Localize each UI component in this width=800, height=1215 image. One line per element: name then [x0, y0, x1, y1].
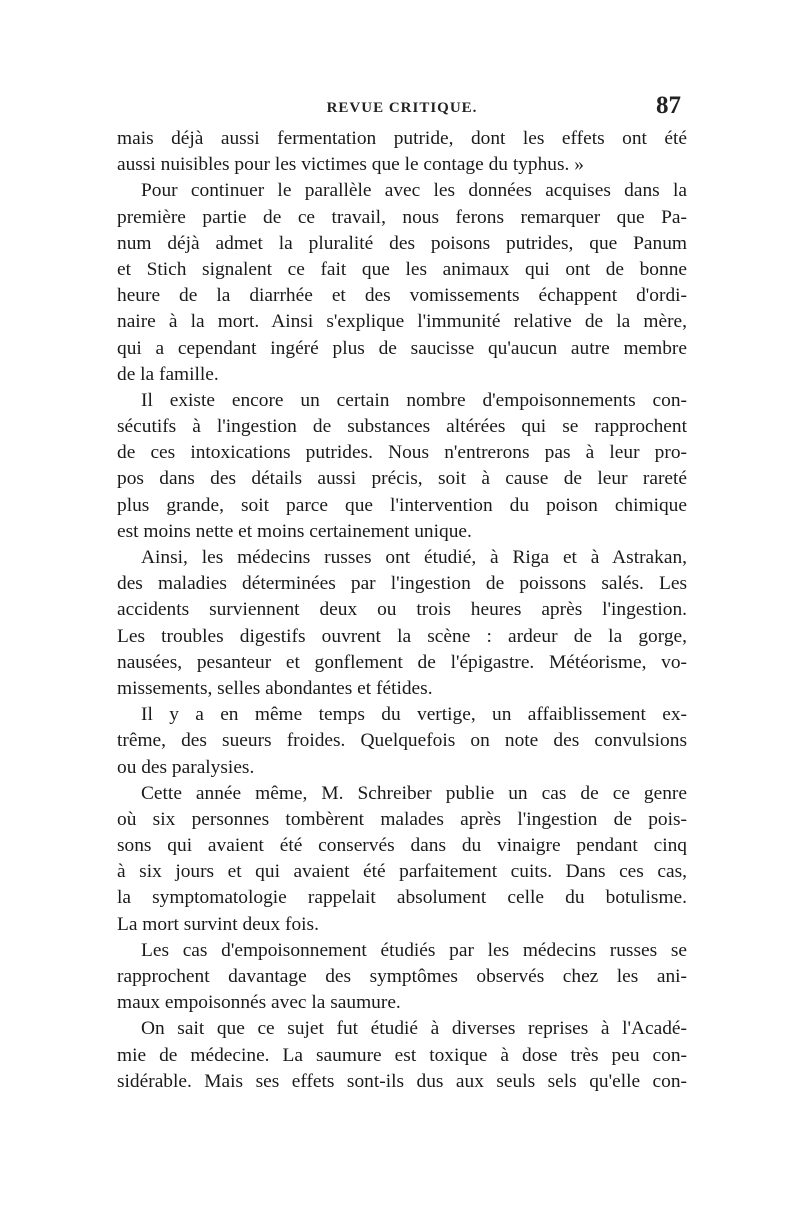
- text-line: est moins nette et moins certainement unique.: [117, 520, 472, 542]
- text-line: des maladies déterminées par l'ingestion de poissons salés. Les: [117, 573, 687, 595]
- text-line: accidents surviennent deux ou trois heures après l'ingestion.: [117, 599, 687, 621]
- text-line: rapprochent davantage des symptômes observés chez les ani-: [117, 966, 687, 987]
- text-line: Il y a en même temps du vertige, un affaiblissement ex-: [141, 704, 687, 726]
- text-line: heure de la diarrhée et des vomissements échappent d'ordi-: [117, 285, 687, 307]
- text-line: Il existe encore un certain nombre d'empoisonnements con-: [141, 389, 687, 411]
- text-line: à six jours et qui avaient été parfaitement cuits. Dans ces cas,: [117, 861, 687, 883]
- text-line: ou des paralysies.: [117, 756, 255, 778]
- text-line: mais déjà aussi fermentation putride, dont les effets ont été: [117, 128, 687, 149]
- text-line: pos dans des détails aussi précis, soit à cause de leur rareté: [117, 468, 687, 490]
- text-line: aussi nuisibles pour les victimes que le contage du typhus. »: [117, 154, 584, 176]
- text-line: première partie de ce travail, nous ferons remarquer que Pa-: [117, 206, 687, 228]
- text-line: de la famille.: [117, 363, 219, 385]
- text-line: On sait que ce sujet fut étudié à diverses reprises à l'Acadé-: [141, 1018, 687, 1040]
- text-line: où six personnes tombèrent malades après l'ingestion de pois-: [117, 808, 687, 830]
- text-line: la symptomatologie rappelait absolument celle du botulisme.: [117, 887, 687, 909]
- text-line: et Stich signalent ce fait que les animaux qui ont de bonne: [117, 258, 687, 280]
- page-number: 87: [656, 92, 681, 119]
- text-line: Ainsi, les médecins russes ont étudié, à Riga et à Astrakan,: [141, 547, 687, 568]
- text-line: de ces intoxications putrides. Nous n'entrerons pas à leur pro-: [117, 442, 687, 464]
- text-line: maux empoisonnés avec la saumure.: [117, 992, 401, 1014]
- text-line: naire à la mort. Ainsi s'explique l'immunité relative de la mère,: [117, 311, 687, 333]
- running-head: [117, 92, 687, 122]
- text-line: Pour continuer le parallèle avec les données acquises dans la: [141, 180, 687, 202]
- text-line: sidérable. Mais ses effets sont-ils dus aux seuls sels qu'elle con-: [117, 1070, 687, 1092]
- text-line: nausées, pesanteur et gonflement de l'épigastre. Météorisme, vo-: [117, 651, 687, 673]
- text-line: qui a cependant ingéré plus de saucisse qu'aucun autre membre: [117, 337, 687, 359]
- body-text: [117, 126, 687, 1095]
- text-line: sécutifs à l'ingestion de substances altérées qui se rapprochent: [117, 416, 687, 438]
- text-line: Les cas d'empoisonnement étudiés par les médecins russes se: [141, 939, 687, 961]
- text-line: num déjà admet la pluralité des poisons putrides, que Panum: [117, 232, 687, 254]
- text-line: Les troubles digestifs ouvrent la scène : ardeur de la gorge,: [117, 625, 687, 647]
- text-line: mie de médecine. La saumure est toxique à dose très peu con-: [117, 1044, 687, 1066]
- text-line: trême, des sueurs froides. Quelquefois on note des convulsions: [117, 730, 687, 752]
- text-line: La mort survint deux fois.: [117, 913, 319, 935]
- text-line: Cette année même, M. Schreiber publie un cas de ce genre: [141, 782, 687, 804]
- text-line: missements, selles abondantes et fétides.: [117, 677, 433, 699]
- text-line: sons qui avaient été conservés dans du vinaigre pendant cinq: [117, 835, 687, 857]
- text-line: plus grande, soit parce que l'intervention du poison chimique: [117, 494, 687, 516]
- running-title: REVUE CRITIQUE.: [326, 100, 478, 116]
